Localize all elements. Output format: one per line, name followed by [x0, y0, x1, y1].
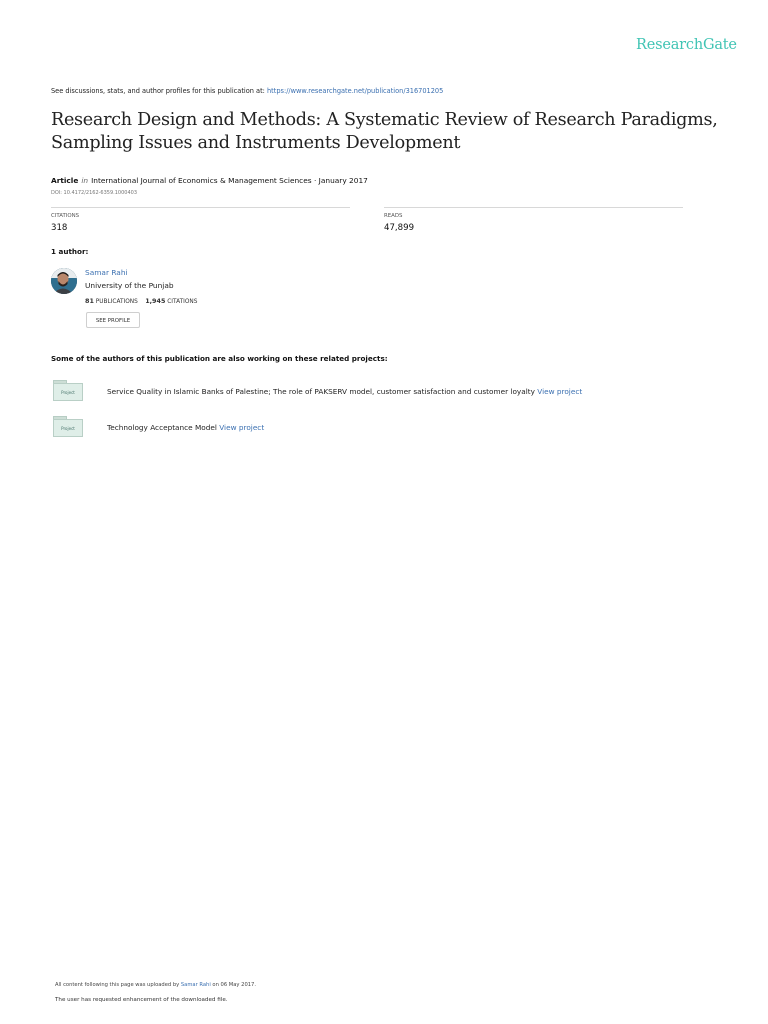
authors-heading: 1 author: — [51, 247, 89, 256]
author-publications-count: 81 — [85, 297, 94, 305]
reads-label: READS — [384, 213, 403, 219]
journal-name: International Journal of Economics & Management Sciences · January 2017 — [91, 176, 368, 185]
citations-label: CITATIONS — [51, 213, 80, 219]
author-stats — [85, 297, 197, 305]
upload-prefix: All content following this page was uploaded by — [55, 982, 181, 988]
author-citations-label: CITATIONS — [167, 299, 198, 305]
citations-value: 318 — [51, 223, 68, 233]
author-avatar[interactable] — [51, 268, 77, 294]
article-in: in — [81, 176, 89, 185]
discussion-line — [51, 87, 443, 95]
project-folder-icon — [53, 416, 83, 438]
doi: DOI: 10.4172/2162-6359.1000403 — [51, 190, 138, 196]
project-icon-label: Project — [53, 419, 83, 437]
publication-title: Research Design and Methods: A Systematic Review of Research Paradigms, Sampling Issues and Instruments Development — [51, 110, 718, 153]
upload-note — [55, 982, 256, 988]
view-project-link[interactable]: View project — [537, 387, 583, 396]
enhancement-note: The user has requested enhancement of the downloaded file. — [55, 997, 228, 1003]
article-type: Article — [51, 176, 79, 185]
project-item — [107, 423, 264, 432]
uploader-link[interactable]: Samar Rahi — [180, 982, 211, 988]
reads-divider — [384, 207, 683, 208]
researchgate-logo[interactable]: ResearchGate — [636, 37, 737, 53]
project-folder-icon — [53, 380, 83, 402]
author-citations-count: 1,945 — [145, 297, 166, 305]
author-affiliation: University of the Punjab — [85, 281, 174, 290]
see-profile-button[interactable]: SEE PROFILE — [86, 312, 140, 328]
project-title: Technology Acceptance Model — [107, 423, 217, 432]
reads-value: 47,899 — [384, 223, 415, 233]
view-project-link[interactable]: View project — [219, 423, 265, 432]
avatar-person-icon — [51, 268, 77, 294]
project-item — [107, 387, 582, 396]
author-publications-label: PUBLICATIONS — [95, 299, 138, 305]
project-title: Service Quality in Islamic Banks of Palestine; The role of PAKSERV model, customer satisfaction and customer loyalty — [107, 387, 535, 396]
discussion-prefix: See discussions, stats, and author profiles for this publication at: — [51, 87, 267, 95]
upload-suffix: on 06 May 2017. — [210, 982, 256, 988]
publication-url-link[interactable]: https://www.researchgate.net/publication/316701205 — [267, 87, 444, 95]
author-name-link[interactable]: Samar Rahi — [85, 268, 128, 277]
project-icon-label: Project — [53, 383, 83, 401]
projects-heading: Some of the authors of this publication are also working on these related projects: — [51, 354, 388, 363]
article-meta — [51, 176, 368, 185]
citations-divider — [51, 207, 350, 208]
